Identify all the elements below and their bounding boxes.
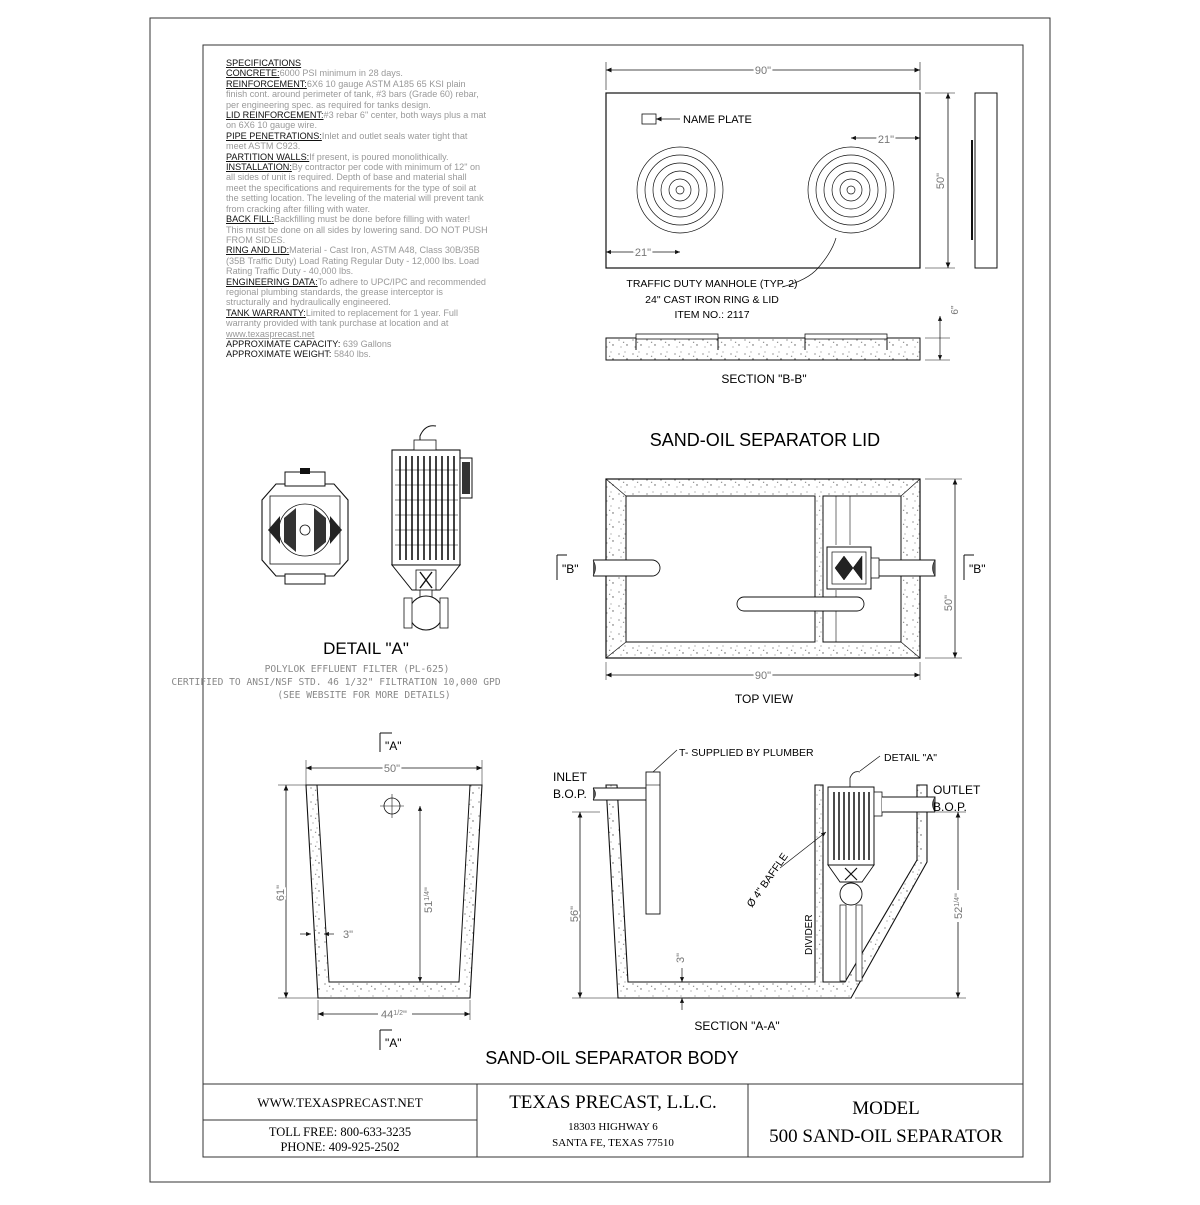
divider-label: DIVIDER (804, 914, 815, 955)
specifications-list (226, 68, 488, 328)
spec-item (226, 245, 488, 276)
spec-item-label: CONCRETE: (226, 68, 280, 79)
body-end-section (275, 733, 482, 1050)
spec-item-label: ENGINEERING DATA: (226, 276, 318, 287)
spec-item-label: REINFORCEMENT: (226, 78, 307, 89)
lid-dim-offset-right: 21" (877, 134, 895, 146)
spec-item-text: If present, is poured monolithically. (309, 151, 449, 162)
spec-item-text: Material - Cast Iron, ASTM A48, Class 30B/35B (35B Traffic Duty) Load Rating Regular Duty - 12,000 lbs. Load Rating Traffic Duty - 40,000 lbs. (226, 245, 480, 277)
end-dim-inner-height-unit: " (423, 887, 435, 891)
weight-label: APPROXIMATE WEIGHT: (226, 349, 332, 360)
spec-item-text: To adhere to UPC/IPC and recommended regional plumbing standards, the grease interceptor is structurally and hydraulically engineered. (226, 276, 486, 308)
lid-side-elevation (975, 93, 997, 268)
capacity-row (226, 339, 488, 349)
weight-value: 5840 lbs. (333, 349, 371, 360)
spec-item-text: 6X6 10 gauge ASTM A185 65 KSI plain finish cont. around perimeter of tank, #3 bars (Grade 60) rebar, per engineering spec. as required for tanks design. (226, 78, 479, 110)
section-dim-right-whole: 52 (953, 906, 965, 919)
marker-b-right: "B" (969, 562, 986, 576)
end-dim-inner-height-whole: 51 (423, 900, 435, 913)
spec-item (226, 162, 488, 214)
outlet-label-2: B.O.P. (933, 800, 967, 814)
spec-item (226, 68, 488, 78)
detail-a-drawing (171, 426, 500, 701)
spec-item (226, 131, 488, 152)
spec-item-label: PIPE PENETRATIONS: (226, 130, 322, 141)
manhole-note-2: 24" CAST IRON RING & LID (645, 294, 779, 306)
spec-item-text: 6000 PSI minimum in 28 days. (279, 68, 403, 79)
marker-a-bottom: "A" (385, 1036, 402, 1050)
end-dim-bottom (378, 1006, 412, 1021)
section-dim-right-unit: " (953, 893, 965, 897)
capacity-value: 639 Gallons (342, 338, 392, 349)
spec-item (226, 110, 488, 131)
outlet-label-1: OUTLET (933, 783, 981, 797)
section-dim-right-frac: 1/4 (954, 896, 961, 907)
end-dim-top: 50" (383, 763, 401, 775)
top-view-dim-length: 90" (754, 670, 772, 682)
manhole-note-1: TRAFFIC DUTY MANHOLE (TYP. 2) (626, 278, 798, 290)
spec-item-label: LID REINFORCEMENT: (226, 110, 324, 121)
lid-dim-offset-left: 21" (634, 247, 652, 259)
section-a-a-label: SECTION "A-A" (694, 1019, 780, 1033)
spec-item-label: TANK WARRANTY: (226, 307, 306, 318)
spec-item-text: Inlet and outlet seals water tight that meet ASTM C923. (226, 130, 468, 152)
title-website: WWW.TEXASPRECAST.NET (257, 1095, 423, 1110)
lid-section-b-b (606, 305, 961, 386)
marker-a-top: "A" (385, 739, 402, 753)
title-address-2: SANTA FE, TEXAS 77510 (552, 1137, 674, 1149)
name-plate-label: NAME PLATE (683, 114, 752, 126)
inlet-pipe-section (593, 788, 652, 800)
inlet-pipe-plan (593, 560, 660, 576)
marker-b-left: "B" (562, 562, 579, 576)
detail-a-line2: CERTIFIED TO ANSI/NSF STD. 46 1/32" FILTRATION 10,000 GPD (171, 677, 501, 688)
section-dim-floor: 3" (675, 952, 687, 964)
section-b-b-label: SECTION "B-B" (721, 372, 807, 386)
inlet-label-2: B.O.P. (553, 787, 587, 801)
title-model-1: MODEL (852, 1098, 920, 1119)
baffle-label: Ø 4" BAFFLE (744, 851, 791, 910)
capacity-label: APPROXIMATE CAPACITY: (226, 338, 341, 349)
manhole-note-3: ITEM NO.: 2117 (674, 309, 750, 321)
end-dim-bottom-frac: 1/2 (393, 1010, 404, 1017)
detail-a-line3: (SEE WEBSITE FOR MORE DETAILS) (277, 690, 451, 701)
body-title: SAND-OIL SEPARATOR BODY (485, 1048, 739, 1068)
spec-item-text: #3 rebar 6" center, both ways plus a mat on 6X6 10 gauge wire. (226, 110, 486, 131)
filter-plan-icon (827, 547, 879, 589)
tee-icon (646, 772, 660, 914)
website-link[interactable]: www.texasprecast.net (226, 328, 315, 339)
end-dim-wall: 3" (343, 929, 354, 941)
name-plate-icon (642, 114, 656, 124)
spec-item-text: Limited to replacement for 1 year. Full warranty provided with tank purchase at location and at (226, 307, 458, 329)
lid-title: SAND-OIL SEPARATOR LID (649, 430, 881, 450)
spec-item (226, 214, 488, 245)
weight-row (226, 349, 488, 359)
title-toll-free: TOLL FREE: 800-633-3235 (268, 1125, 412, 1139)
lid-plan-view (606, 62, 997, 321)
filter-side-view-icon (392, 426, 472, 630)
spec-item (226, 152, 488, 162)
detail-a-title: DETAIL "A" (323, 639, 409, 658)
spec-item-text: Backfilling must be done before filling with water! This must be done on all sides by lowering sand. DO NOT PUSH FROM SIDES. (226, 214, 488, 245)
spec-item (226, 277, 488, 308)
title-block (203, 1084, 1023, 1157)
spec-item-label: PARTITION WALLS: (226, 151, 310, 162)
spec-item (226, 79, 488, 110)
title-phone: PHONE: 409-925-2502 (280, 1140, 400, 1154)
lid-section-thickness: 6" (950, 305, 961, 315)
outlet-pipe-plan (878, 560, 935, 576)
manhole-left-icon (637, 147, 723, 233)
spec-item-text: By contractor per code with minimum of 12" on all sides of unit is required. Depth of base and material shall meet the specifications and requirements for the type of soil at the setting location. The leveling of the material will prevent tank from cracking after filling with water. (226, 162, 484, 214)
title-model-2: 500 SAND-OIL SEPARATOR (769, 1126, 1003, 1147)
end-dim-bottom-whole: 44 (381, 1009, 394, 1021)
section-dim-left: 56" (569, 905, 581, 923)
manhole-right-icon (808, 147, 894, 233)
top-view (557, 479, 986, 706)
spec-item-label: BACK FILL: (226, 214, 275, 225)
specifications-block (226, 58, 488, 360)
spec-item-label: RING AND LID: (226, 245, 290, 256)
spec-item (226, 308, 488, 329)
title-company: TEXAS PRECAST, L.L.C. (509, 1092, 717, 1113)
detail-a-line1: POLYLOK EFFLUENT FILTER (PL-625) (264, 664, 450, 675)
filter-top-view-icon (262, 468, 348, 584)
body-section-a-a (553, 747, 981, 1033)
top-view-label: TOP VIEW (734, 692, 794, 706)
inlet-label-1: INLET (553, 770, 588, 784)
end-dim-height: 61" (275, 884, 287, 902)
outlet-pipe-section (882, 797, 935, 812)
lid-slab-outline (606, 93, 920, 268)
end-dim-inner-height-frac: 1/4 (424, 890, 431, 901)
specifications-title: SPECIFICATIONS (226, 58, 302, 68)
lid-dim-length: 90" (754, 65, 772, 77)
end-dim-bottom-unit: " (403, 1009, 407, 1021)
title-address-1: 18303 HIGHWAY 6 (568, 1121, 658, 1133)
detail-a-ref: DETAIL "A" (884, 752, 937, 764)
top-view-dim-width: 50" (943, 594, 955, 612)
lid-dim-width: 50" (935, 172, 947, 190)
baffle-pipe-plan (737, 597, 864, 611)
spec-item-label: INSTALLATION: (226, 162, 292, 173)
tee-note: T- SUPPLIED BY PLUMBER (679, 747, 814, 759)
section-dim-right (951, 890, 965, 922)
